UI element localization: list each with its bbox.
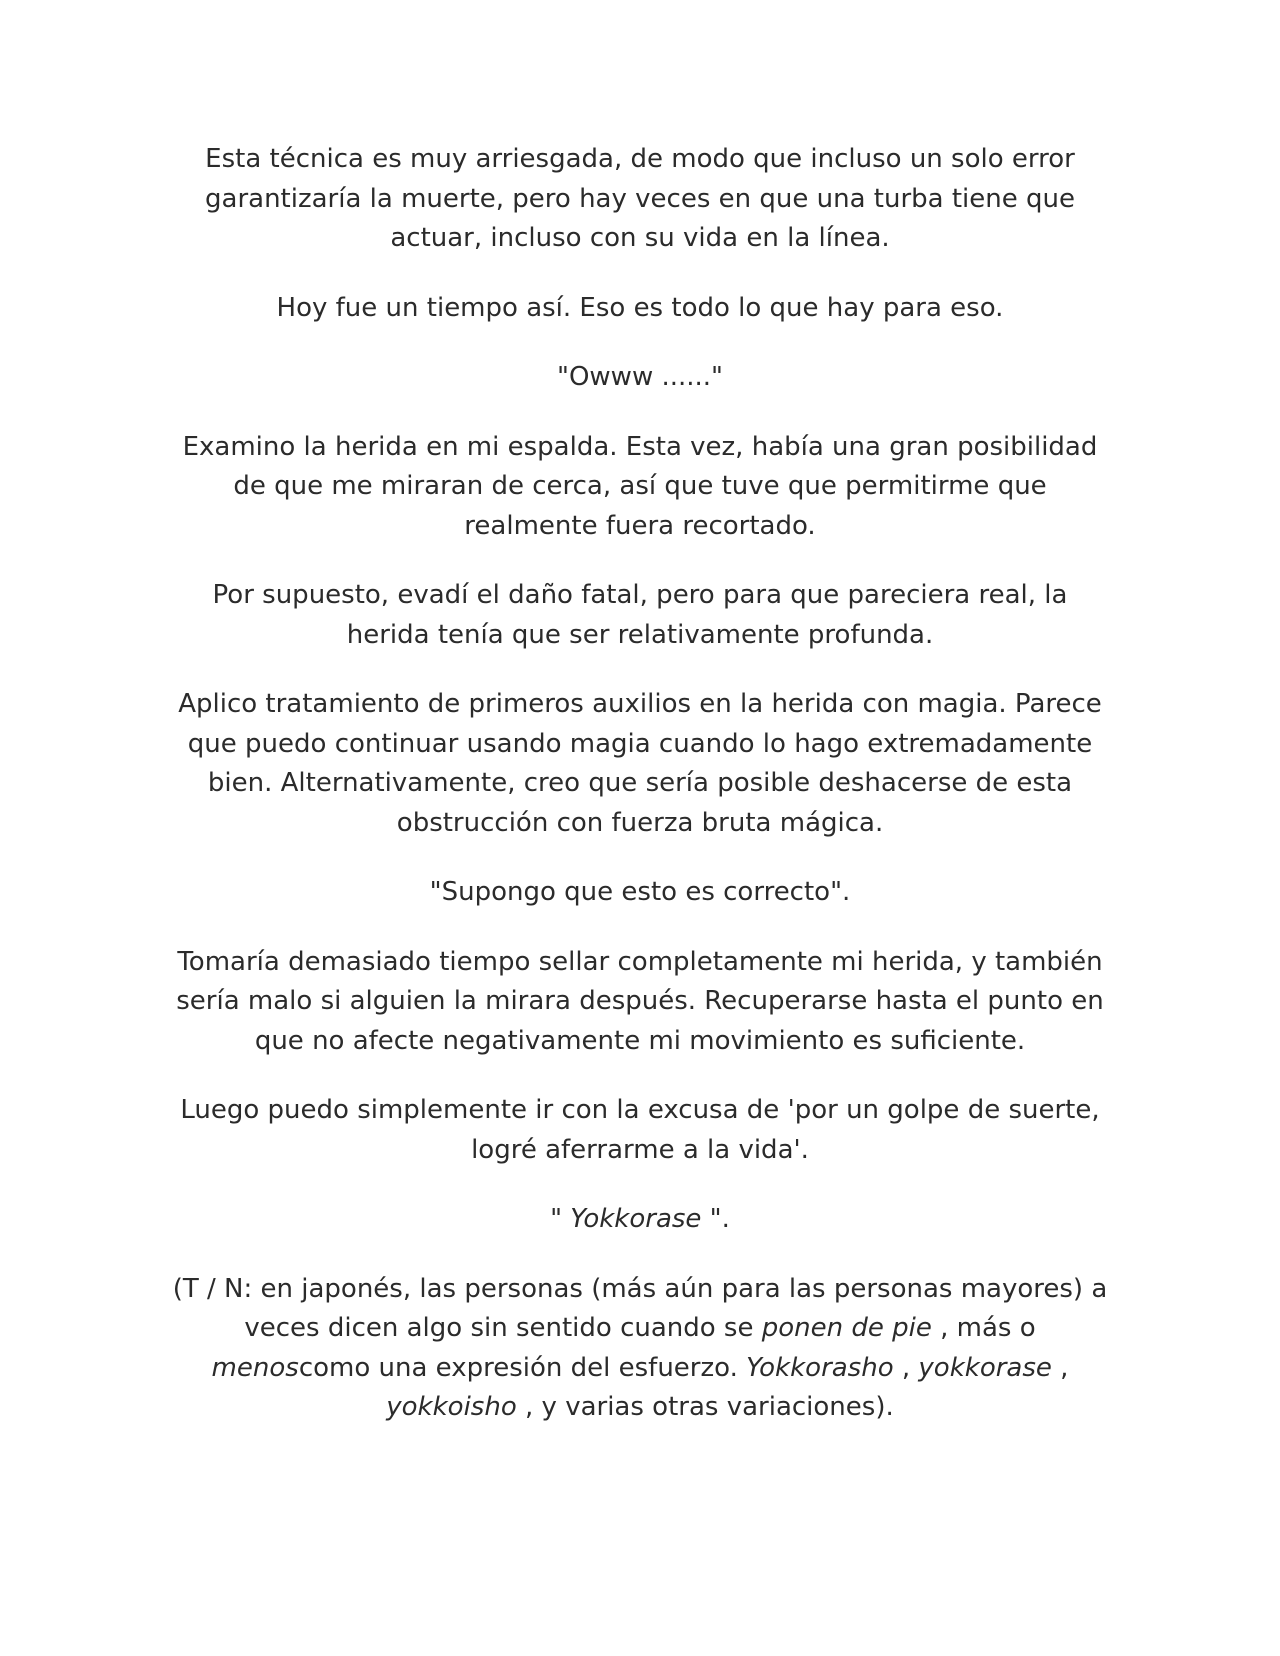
note-italic: menos [211, 1352, 299, 1383]
paragraph: Luego puedo simplemente ir con la excusa de 'por un golpe de suerte, logré aferrarme a la vida'. [180, 1095, 1100, 1165]
quote-open: " [550, 1204, 571, 1234]
document-body [170, 140, 1110, 1458]
italic-word: Yokkorase [570, 1204, 702, 1234]
note-text: , [893, 1352, 919, 1383]
note-text: (T / N: en japonés, las personas (más aún para las personas mayores) a veces dicen algo sin sentido cuando se [172, 1273, 1108, 1343]
dialogue-line [170, 1200, 1110, 1240]
note-text: , más o [931, 1313, 1036, 1343]
note-text: , y varias otras variaciones). [516, 1392, 894, 1422]
dialogue-line: "Supongo que esto es correcto". [429, 877, 851, 907]
note-italic: ponen de pie [761, 1313, 932, 1343]
paragraph: Examino la herida en mi espalda. Esta vez, había una gran posibilidad de que me miraran de cerca, así que tuve que permitirme que realmente fuera recortado. [182, 431, 1098, 541]
note-italic: yokkoisho [386, 1392, 517, 1422]
translator-note [170, 1270, 1110, 1428]
paragraph: Tomaría demasiado tiempo sellar completamente mi herida, y también sería malo si alguien la mirara después. Recuperarse hasta el punto en que no afecte negativamente mi movimiento es suficiente. [176, 946, 1104, 1056]
note-text: como una expresión del esfuerzo. [298, 1352, 747, 1383]
quote-close: ". [701, 1204, 730, 1234]
note-italic: Yokkorasho [746, 1352, 894, 1383]
paragraph: Por supuesto, evadí el daño fatal, pero para que pareciera real, la herida tenía que ser relativamente profunda. [212, 580, 1068, 650]
paragraph: Aplico tratamiento de primeros auxilios en la herida con magia. Parece que puedo continuar usando magia cuando lo hago extremadamente bien. Alternativamente, creo que sería posible deshacerse de esta obstrucción con fuerza bruta mágica. [178, 689, 1102, 838]
paragraph: Esta técnica es muy arriesgada, de modo que incluso un solo error garantizaría la muerte, pero hay veces en que una turba tiene que actuar, incluso con su vida en la línea. [205, 144, 1075, 253]
paragraph: Hoy fue un tiempo así. Eso es todo lo que hay para eso. [276, 292, 1004, 323]
note-italic: yokkorase [918, 1352, 1052, 1383]
dialogue-line: "Owww ......" [556, 362, 724, 392]
note-text: , [1051, 1352, 1069, 1383]
